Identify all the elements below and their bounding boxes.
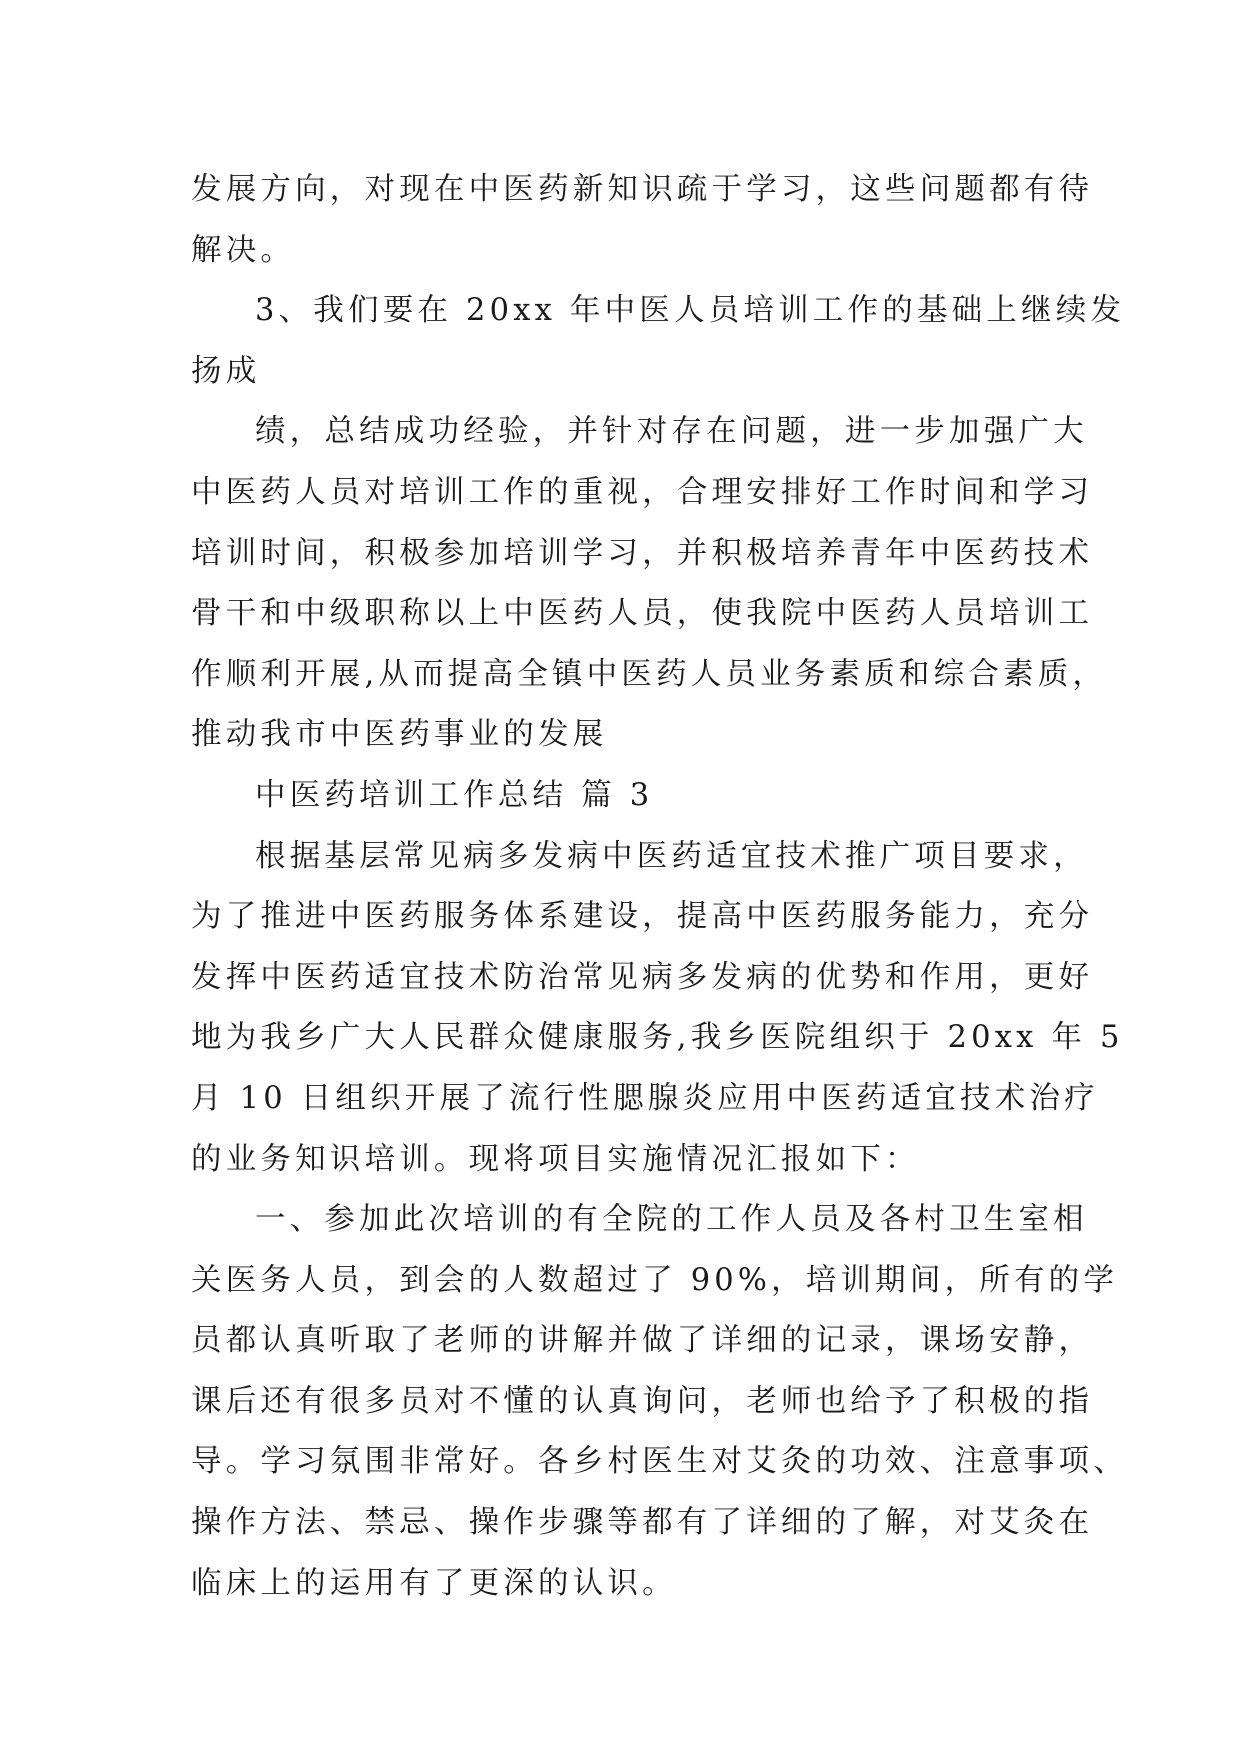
text-line: 课后还有很多员对不懂的认真询问，老师也给予了积极的指 [191,1383,1094,1419]
text-line: 骨干和中级职称以上中医药人员，使我院中医药人员培训工 [191,596,1094,632]
text-line: 作顺利开展,从而提高全镇中医药人员业务素质和综合素质， [191,656,1108,692]
text-line: 发展方向，对现在中医药新知识疏于学习，这些问题都有待 [191,172,1094,207]
text-line: 3、我们要在 20xx 年中医人员培训工作的基础上继续发 [255,293,1126,329]
text-line: 月 10 日组织开展了流行性腮腺炎应用中医药适宜技术治疗 [191,1080,1099,1116]
text-line: 一、参加此次培训的有全院的工作人员及各村卫生室相 [255,1202,1088,1238]
text-line: 地为我乡广大人民群众健康服务,我乡医院组织于 20xx 年 5 [191,1020,1124,1056]
text-line: 关医务人员，到会的人数超过了 90%，培训期间，所有的学 [191,1262,1119,1298]
text-line: 绩，总结成功经验，并针对存在问题，进一步加强广大 [255,414,1088,450]
text-line: 发挥中医药适宜技术防治常见病多发病的优势和作用，更好 [191,959,1094,995]
text-line: 推动我市中医药事业的发展 [191,717,608,753]
text-line: 导。学习氛围非常好。各乡村医生对艾灸的功效、注意事项、 [191,1444,1128,1480]
section-heading: 中医药培训工作总结 篇 3 [255,777,654,813]
text-line: 扬成 [191,353,261,389]
document-body [191,160,1128,1614]
text-line: 根据基层常见病多发病中医药适宜技术推广项目要求， [255,838,1088,874]
text-line: 员都认真听取了老师的讲解并做了详细的记录，课场安静， [191,1323,1094,1359]
text-line: 培训时间，积极参加培训学习，并积极培养青年中医药技术 [191,535,1094,571]
text-line: 操作方法、禁忌、操作步骤等都有了详细的了解，对艾灸在 [191,1505,1094,1541]
text-line: 解决。 [191,232,296,268]
text-line: 为了推进中医药服务体系建设，提高中医药服务能力，充分 [191,899,1094,935]
text-line: 中医药人员对培训工作的重视，合理安排好工作时间和学习 [191,474,1094,510]
text-line: 临床上的运用有了更深的认识。 [191,1565,677,1601]
text-line: 的业务知识培训。现将项目实施情况汇报如下： [191,1141,920,1177]
